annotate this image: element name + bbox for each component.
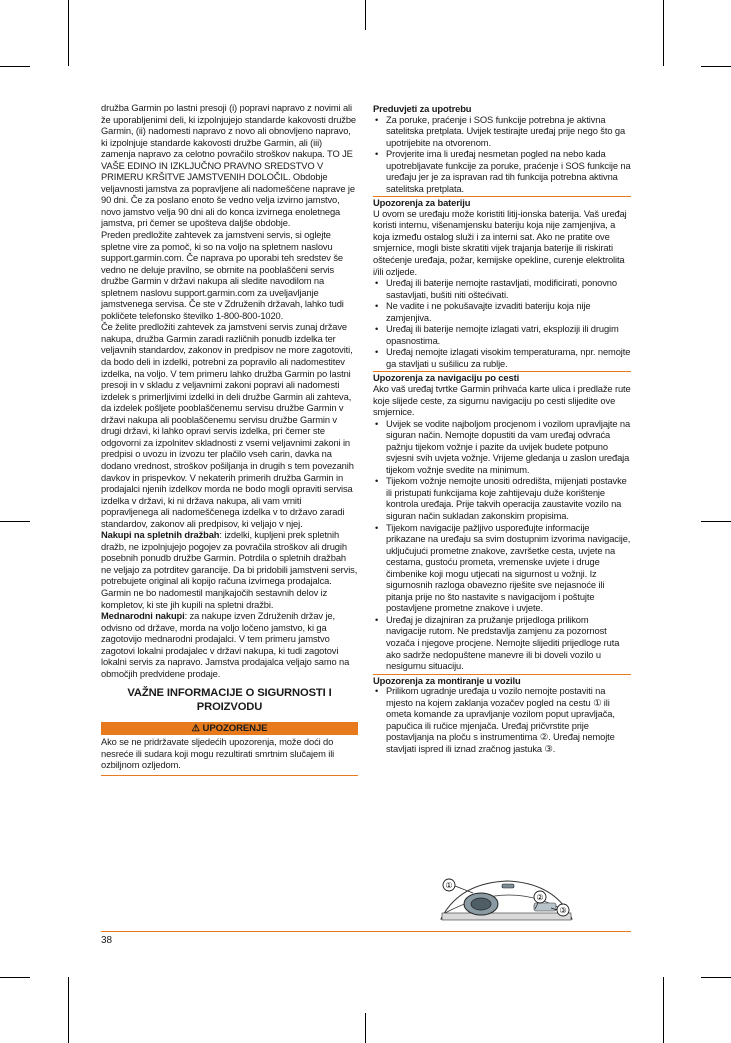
warranty-service-paragraph: Preden predložite zahtevek za jamstveni servis, si oglejte spletne vire za pomoč, ki so na voljo na spletnem naslovu support.garmin.com. Če naprava po uporabi teh sredstev še vedno ne deluje pravilno, se obrnite na pooblaščeni servis družbe Garmin v državi nakupa ali sledite navodilom na spletnem naslovu support.garmin.com za uveljavljanje jamstvenega servisa. Če ste v Združenih državah, lahko tudi pokličete telefonsko številko 1-800-800-1020. (101, 230, 344, 321)
warranty-paragraph: družba Garmin po lastni presoji (i) popravi napravo z novimi ali že uporabljenimi deli, ki izpolnjujejo standarde kakovosti družbe Garmin, (ii) nadomesti napravo z novo ali obnovljeno napravo, ki izpolnjuje standarde kakovosti družbe Garmin, ali (iii) zamenja napravo za celotno povračilo stroškov nakupa. TO JE VAŠE EDINO IN IZKLJUČNO PRAVNO SREDSTVO V PRIMERU KRŠITVE JAMSTVENIH DOLOČIL. Obdobje veljavnosti jamstva za popravljene ali nadomeščene naprave je 90 dni. Če za poslano enoto še vedno velja izvirno jamstvo, novo jamstvo velja 90 dni ali do konca izvirnega enoletnega jamstva, pri čemer se upošteva daljše obdobje. (101, 103, 357, 229)
crop-mark (701, 66, 731, 67)
international-service-paragraph: Če želite predložiti zahtevek za jamstveni servis zunaj države nakupa, družba Garmin zaradi različnih ponudb izdelka ter veljavnih standardov, zakonov in predpisov ne more zagotoviti, da bodo deli in izdelki, potrebni za popravilo ali nadomestitev izdelka, na voljo. V tem primeru lahko družba Garmin po lastni presoji in v skladu z veljavnimi zakoni popravi ali nadomesti izdelek s primerljivimi izdelki in deli družbe Garmin ali zahteva, da izdelek pošljete pooblaščenemu servisu družbe Garmin v državi nakupa ali pooblaščenemu servisu družbe Garmin v drugi državi, ki lahko opravi servis izdelka, pri čemer ste odgovorni za izpolnitev skladnosti z vsemi veljavnimi zakoni in predpisi o uvozu in izvozu ter plačilo vseh carin, davka na dodano vrednost, stroškov pošiljanja in drugih s tem povezanih davkov in prispevkov. V nekaterih primerih družba Garmin in prodajalci njenih izdelkov morda ne bodo mogli opraviti servisa izdelka v državi, ki ni država nakupa, ali vam vrniti popravljenega ali nadomeščenega izdelka v to državo zaradi standardov, zakonov ali predpisov, ki veljajo v njej. (101, 322, 354, 529)
prerequisites-list (373, 115, 631, 196)
crop-mark (701, 977, 731, 978)
battery-intro: U ovom se uređaju može koristiti litij-ionska baterija. Vaš uređaj koristi internu, višenamjensku bateriju koja nije zamjenjiva, a koja između ostalog služi i za interni sat. Ako ne pratite ove smjernice, mogli biste skratiti vijek trajanja baterije ili riskirati oštećenje uređaja, požar, kemijske opekline, curenje elektrolita i/ili ozljede. (373, 208, 627, 277)
list-item: • Tijekom vožnje nemojte unositi odredišta, mijenjati postavke ili pristupati funkcijama koje zahtijevaju duže korištenje kontrola uređaja. Prije takvih operacija zaustavite vozilo na siguran način sukladan zakonskim propisima. (373, 476, 631, 522)
road-navigation-intro: Ako vaš uređaj tvrtke Garmin prihvaća karte ulica i predlaže rute koje slijede ceste, za sigurnu navigaciju po cesti slijedite ove smjernice. (373, 383, 631, 418)
left-column (101, 103, 358, 776)
list-item: • Uređaj nemojte izlagati visokim temperaturama, npr. nemojte ga stavljati u sušilicu za rublje. (373, 347, 631, 370)
list-item: • Ne vadite i ne pokušavajte izvaditi bateriju koja nije zamjenjiva. (373, 301, 631, 324)
warning-banner: ⚠ UPOZORENJE (101, 722, 358, 735)
list-item: • Uređaj je dizajniran za pružanje prijedloga prilikom navigacije rutom. Ne predstavlja zamjenu za pozornost vozača i njegove procjene. Nemojte slijediti prijedloge ruta ako sadrže nedopuštene manevre ili bi doveli vozilo u nesigurnu situaciju. (373, 615, 631, 673)
crop-mark (701, 521, 731, 522)
international-purchases-label: Mednarodni nakupi (101, 611, 185, 622)
crop-mark (0, 66, 30, 67)
international-purchases-text: : za nakupe izven Združenih držav je, odvisno od države, morda na voljo ločeno jamstvo, ki ga zagotovijo mednarodni prodajalci. V tem primeru jamstvo zagotovi lokalni prodajalec v državi nakupa, ki tudi zagotovi lokalni servis za napravo. Jamstva prodajalca veljajo samo na območjih predvidene prodaje. (101, 611, 350, 679)
callout-label-3: ③ (559, 906, 567, 915)
crop-mark (68, 0, 69, 66)
footer-rule (101, 931, 631, 932)
callout-label-2: ② (536, 893, 544, 902)
section-title (101, 687, 358, 714)
battery-list (373, 278, 631, 370)
dashboard-mounting-illustration (439, 873, 574, 921)
right-column (373, 103, 631, 755)
section-heading-battery: Upozorenja za bateriju (373, 196, 631, 209)
crop-mark (68, 977, 69, 1043)
warning-text: Ako se ne pridržavate sljedećih upozorenja, može doći do nesreće ili sudara koji mogu rezultirati smrtnim slučajem ili ozbiljnom ozljedom. (101, 737, 358, 776)
list-item: • Uvijek se vodite najboljom procjenom i vozilom upravljajte na siguran način. Nemojte dopustiti da vam uređaj odvraća pažnju tijekom vožnje i pazite da uvijek budete potpuno svjesni svih uvjeta vožnje. Vrijeme gledanja u zaslon uređaja tijekom vožnje svedite na minimum. (373, 419, 631, 477)
road-navigation-list (373, 419, 631, 673)
section-title-line-1: VAŽNE INFORMACIJE O SIGURNOSTI I (127, 687, 332, 700)
list-item: • Provjerite ima li uređaj nesmetan pogled na nebo kada upotrebljavate funkcije za poruke, praćenje i SOS funkcije na uređaju jer je za ispravan rad tih funkcija potrebna aktivna satelitska pretplata. (373, 149, 631, 195)
callout-label-1: ① (445, 881, 453, 890)
list-item: • Prilikom ugradnje uređaja u vozilo nemojte postaviti na mjesto na kojem zaklanja vozačev pogled na cestu ① ili ometa komande za upravljanje vozilom poput upravljača, papučica ili ručice mjenjača. Uređaj pričvrstite prije postavljanja na ploču s instrumentima ②. Uređaj nemojte stavljati ispred ili iznad zračnog jastuka ③. (373, 686, 631, 755)
page-number: 38 (101, 935, 113, 946)
crop-mark (0, 977, 30, 978)
list-item: • Uređaj ili baterije nemojte izlagati vatri, eksploziji ili drugim opasnostima. (373, 324, 631, 347)
section-title-line-2: PROIZVODU (196, 700, 263, 713)
section-heading-vehicle-mounting: Upozorenja za montiranje u vozilu (373, 674, 631, 687)
crop-mark (663, 977, 664, 1043)
list-item: • Uređaj ili baterije nemojte rastavljati, modificirati, ponovno sastavljati, bušiti niti oštećivati. (373, 278, 631, 301)
list-item: • Tijekom navigacije pažljivo uspoređujte informacije prikazane na uređaju sa svim dostupnim izvorima navigacije, uključujući prometne znakove, završetke cesta, uvjete na cestama, gustoću prometa, vremenske uvjete i druge čimbenike koji mogu utjecati na sigurnost u vožnji. Iz sigurnosnih razloga obavezno riješite sve nejasnoće ili pitanja prije no što nastavite s navigacijom i poštujte postavljene prometne znakove i uvjete. (373, 523, 631, 615)
crop-mark (663, 0, 664, 66)
online-auctions-label: Nakupi na spletnih dražbah (101, 530, 220, 541)
online-auctions-text: : izdelki, kupljeni prek spletnih dražb, ne izpolnjujejo pogojev za povračila stroškov ali drugih posebnih ponudb družbe Garmin. Potrdila o spletnih dražbah ne veljajo za potrditev garancije. Da bi pridobili jamstveni servis, potrebujete original ali kopijo računa izvirnega prodajalca. Garmin ne bo nadomestil manjkajočih sestavnih delov iz kompletov, ki ste jih kupili na spletni dražbi. (101, 530, 358, 610)
section-heading-road-navigation: Upozorenja za navigaciju po cesti (373, 371, 631, 384)
international-purchases-paragraph (101, 611, 358, 680)
crop-mark (365, 1013, 366, 1043)
vehicle-mounting-list (373, 686, 631, 755)
crop-mark (365, 0, 366, 30)
online-auctions-paragraph (101, 530, 358, 611)
crop-mark (0, 521, 30, 522)
section-heading-prerequisites: Preduvjeti za upotrebu (373, 103, 472, 114)
list-item: • Za poruke, praćenje i SOS funkcije potrebna je aktivna satelitska pretplata. Uvijek testirajte uređaj prije nego što ga upotrijebite na otvorenom. (373, 115, 631, 150)
